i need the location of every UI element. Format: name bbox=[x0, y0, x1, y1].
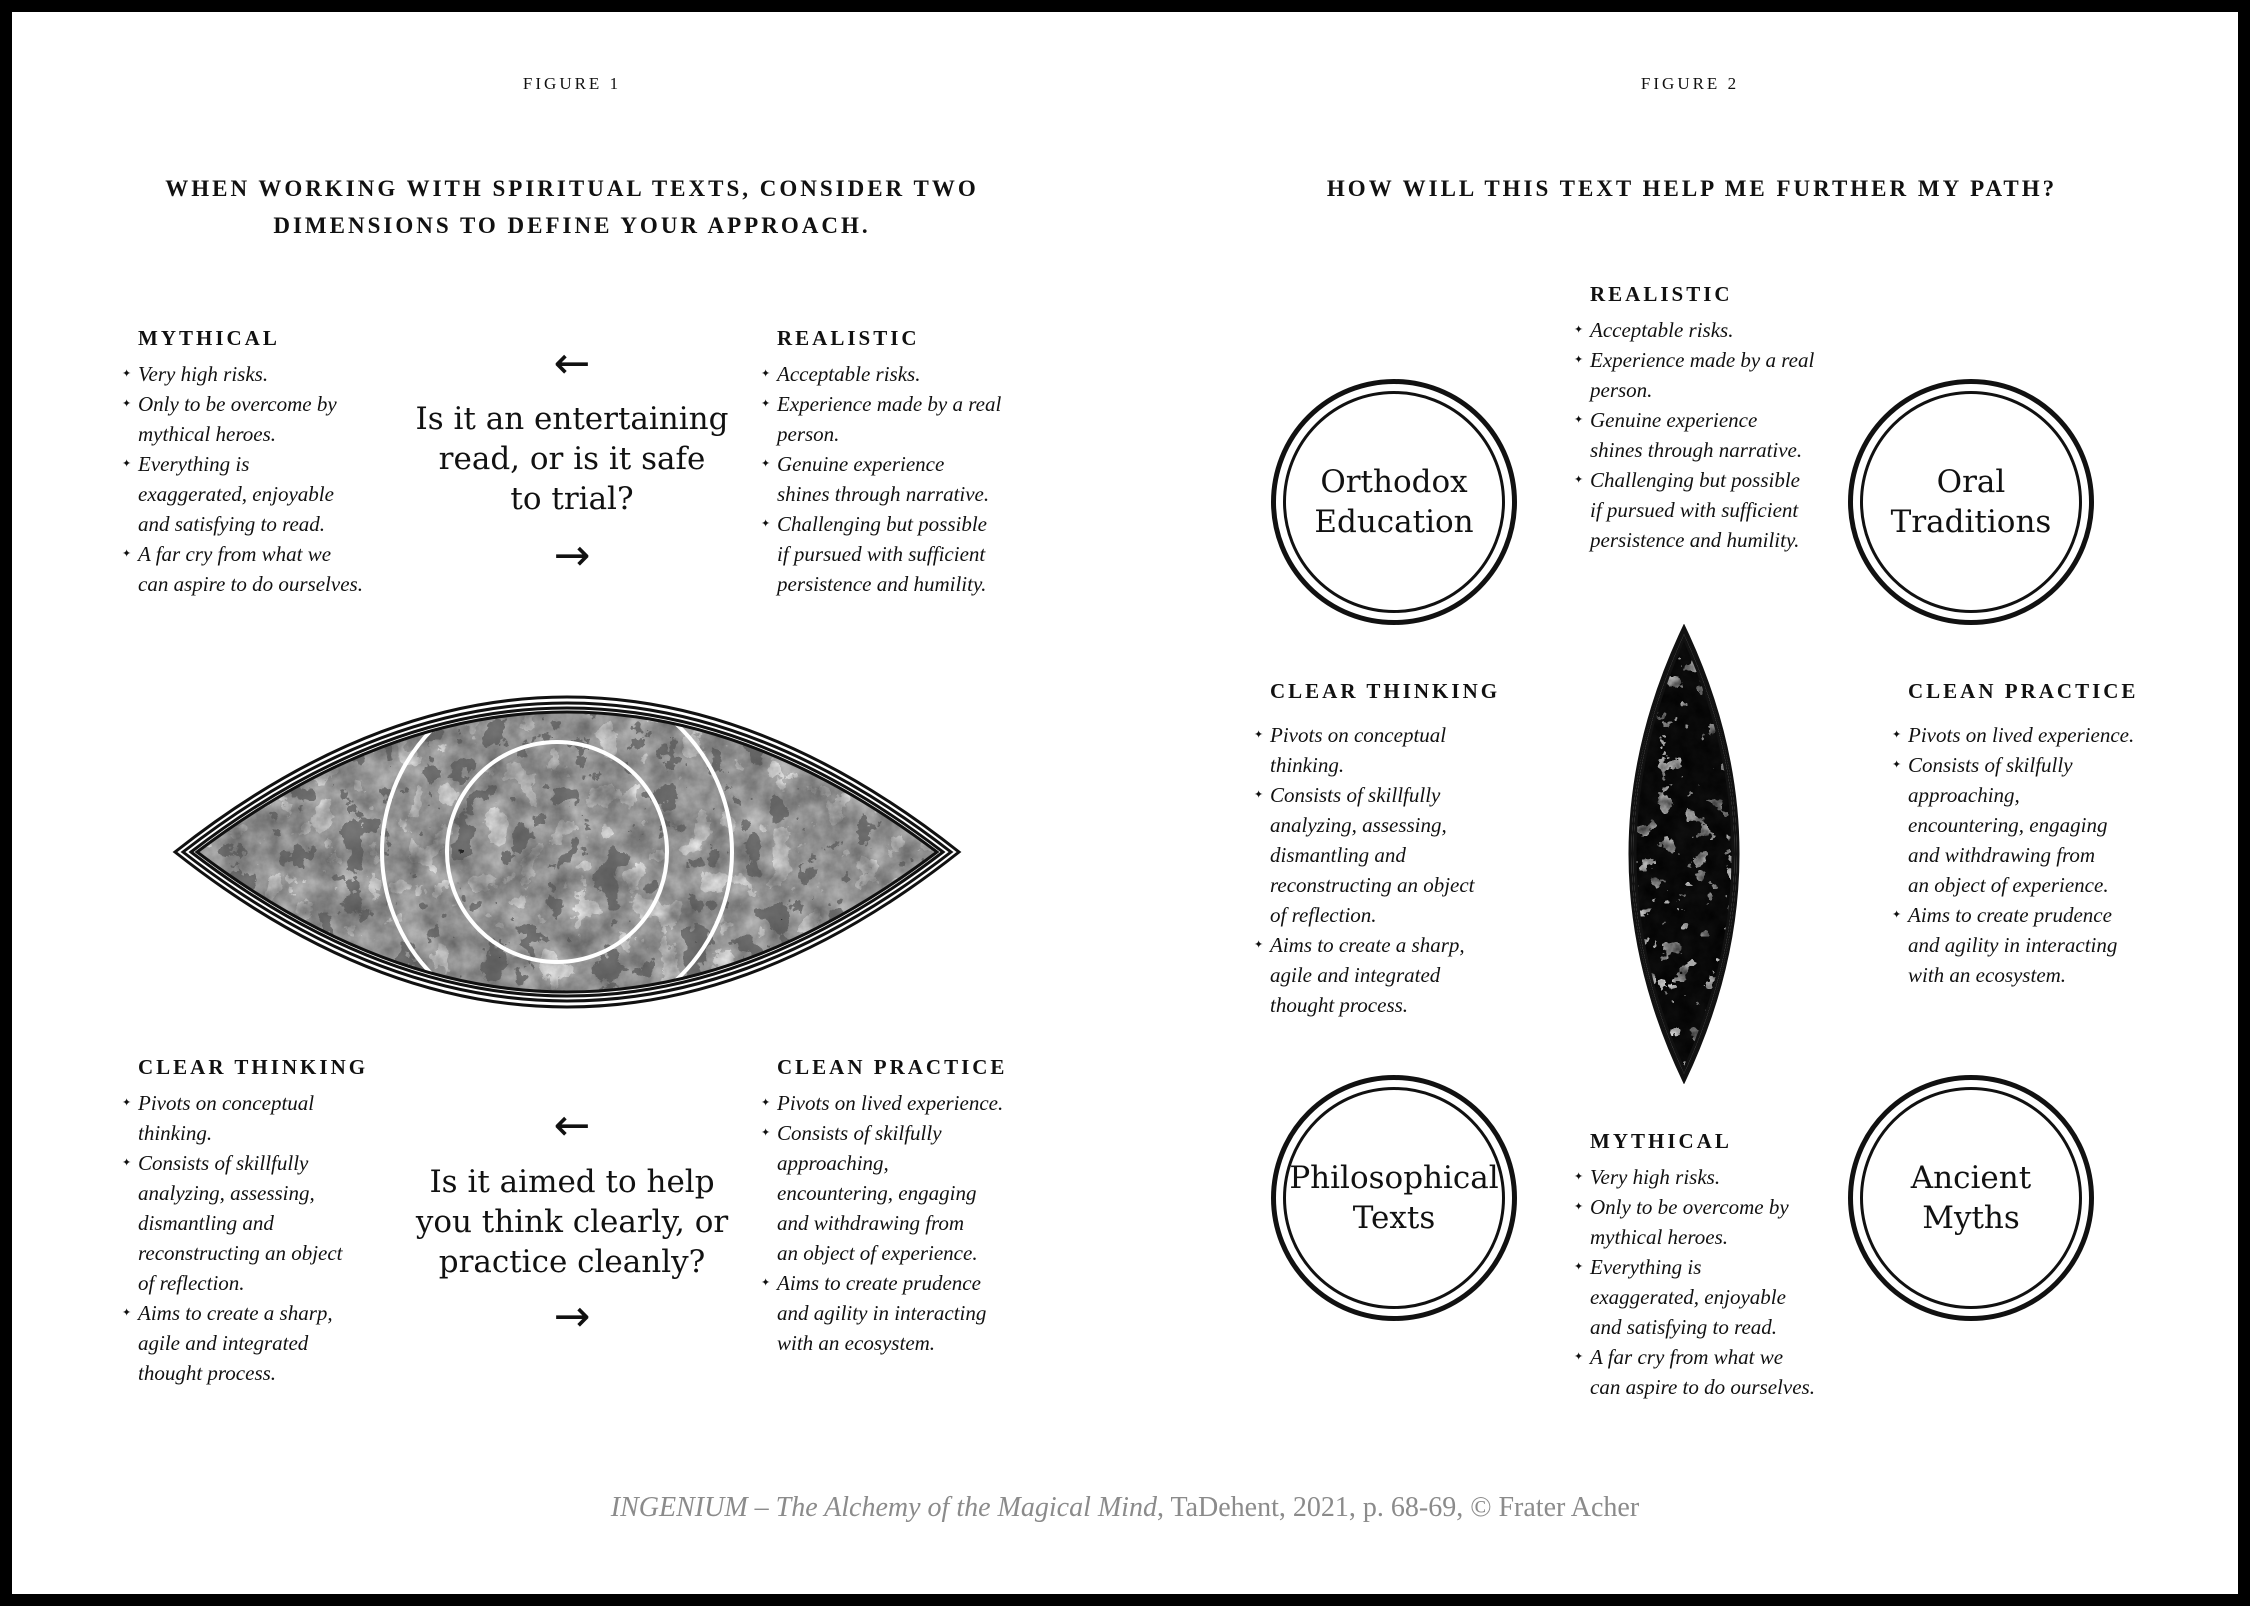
f2-mythical-heading: MYTHICAL bbox=[1590, 1129, 1732, 1153]
f1-mythical-item: ✦ Very high risks. bbox=[138, 359, 363, 389]
figure2-label: FIGURE 2 bbox=[1640, 74, 1740, 93]
f2-clear-thinking-item: ✦ Consists of skillfully analyzing, assessing, dismantling and reconstructing an object of reflection. bbox=[1270, 780, 1500, 930]
philosophical-texts-circle bbox=[1271, 1075, 1517, 1321]
f2-mythical-item: ✦ Very high risks. bbox=[1590, 1162, 1815, 1192]
f1-mythical-item: ✦ A far cry from what we can aspire to do ourselves. bbox=[138, 539, 363, 599]
f2-clear-thinking-heading: CLEAR THINKING bbox=[1270, 679, 1501, 703]
f2-realistic-heading: REALISTIC bbox=[1590, 282, 1733, 306]
f1-realistic-item: ✦ Genuine experience shines through narrative. bbox=[777, 449, 1001, 509]
f2-clean-practice-item: ✦ Pivots on lived experience. bbox=[1908, 720, 2138, 750]
f1-question-bottom-line: you think clearly, or bbox=[415, 1204, 729, 1240]
oral-traditions-circle bbox=[1848, 379, 2094, 625]
figure1-title-line2: DIMENSIONS TO DEFINE YOUR APPROACH. bbox=[273, 213, 871, 238]
f2-clean-practice-list bbox=[1908, 720, 2138, 990]
f1-realistic-item: ✦ Acceptable risks. bbox=[777, 359, 1001, 389]
f1-clean-practice-item: ✦ Pivots on lived experience. bbox=[777, 1088, 1007, 1118]
f1-clear-thinking-item: ✦ Consists of skillfully analyzing, assessing, dismantling and reconstructing an object of reflection. bbox=[138, 1148, 368, 1298]
orthodox-education-circle bbox=[1271, 379, 1517, 625]
f2-clean-practice-block bbox=[1895, 679, 2138, 990]
f2-realistic-item: ✦ Experience made by a real person. bbox=[1590, 345, 1814, 405]
f1-question-top-line: to trial? bbox=[510, 481, 634, 517]
f2-realistic-item: ✦ Challenging but possible if pursued with sufficient persistence and humility. bbox=[1590, 465, 1814, 555]
f2-mythical-list bbox=[1590, 1162, 1815, 1402]
f1-mythical-item: ✦ Only to be overcome by mythical heroes. bbox=[138, 389, 363, 449]
f2-realistic-item: ✦ Acceptable risks. bbox=[1590, 315, 1814, 345]
f2-clean-practice-item: ✦ Consists of skilfully approaching, encountering, engaging and withdrawing from an object of experience. bbox=[1908, 750, 2138, 900]
f1-clean-practice-block bbox=[777, 1055, 1007, 1358]
f1-arrow-left-bottom: ← bbox=[553, 1100, 591, 1151]
f2-realistic-block bbox=[1577, 282, 1814, 555]
f1-question-bottom bbox=[407, 1162, 737, 1282]
f1-eye-illustration bbox=[167, 612, 967, 1082]
f2-clean-practice-heading: CLEAN PRACTICE bbox=[1908, 679, 2139, 703]
f1-clear-thinking-heading: CLEAR THINKING bbox=[138, 1055, 369, 1079]
f2-clear-thinking-item: ✦ Pivots on conceptual thinking. bbox=[1270, 720, 1500, 780]
f2-clear-thinking-item: ✦ Aims to create a sharp, agile and integrated thought process. bbox=[1270, 930, 1500, 1020]
f1-question-top-line: read, or is it safe bbox=[438, 441, 706, 477]
f1-clean-practice-heading: CLEAN PRACTICE bbox=[777, 1055, 1008, 1079]
f1-question-bottom-line: Is it aimed to help bbox=[429, 1164, 715, 1200]
f1-clear-thinking-item: ✦ Pivots on conceptual thinking. bbox=[138, 1088, 368, 1148]
figure2-title: HOW WILL THIS TEXT HELP ME FURTHER MY PATH? bbox=[1326, 176, 2058, 201]
f2-realistic-list bbox=[1590, 315, 1814, 555]
f1-clean-practice-list bbox=[777, 1088, 1007, 1358]
f2-mythical-item: ✦ A far cry from what we can aspire to do ourselves. bbox=[1590, 1342, 1815, 1402]
f1-question-top-line: Is it an entertaining bbox=[415, 401, 729, 437]
caption-book-title: INGENIUM – The Alchemy of the Magical Mind bbox=[610, 1492, 1157, 1523]
f2-mythical-block bbox=[1577, 1129, 1815, 1402]
f1-realistic-list bbox=[777, 359, 1001, 599]
ancient-myths-circle bbox=[1848, 1075, 2094, 1321]
f1-arrow-right-bottom: → bbox=[553, 1291, 591, 1342]
f2-clear-thinking-block bbox=[1257, 679, 1500, 1020]
f1-question-bottom-line: practice cleanly? bbox=[438, 1244, 706, 1280]
figure1-label: FIGURE 1 bbox=[522, 74, 622, 93]
f2-vesica-illustration bbox=[1592, 624, 1777, 1084]
f1-mythical-item: ✦ Everything is exaggerated, enjoyable and satisfying to read. bbox=[138, 449, 363, 539]
f1-arrow-left-top: ← bbox=[553, 338, 591, 389]
caption bbox=[12, 1492, 2238, 1524]
f1-realistic-item: ✦ Challenging but possible if pursued with sufficient persistence and humility. bbox=[777, 509, 1001, 599]
f1-realistic-item: ✦ Experience made by a real person. bbox=[777, 389, 1001, 449]
f2-mythical-item: ✦ Only to be overcome by mythical heroes. bbox=[1590, 1192, 1815, 1252]
f1-mythical-block bbox=[138, 326, 363, 599]
f2-clear-thinking-list bbox=[1270, 720, 1500, 1020]
f1-clear-thinking-list bbox=[138, 1088, 368, 1388]
page bbox=[12, 12, 2238, 1594]
oral-traditions-label: Oral Traditions bbox=[1860, 391, 2082, 613]
ancient-myths-label: Ancient Myths bbox=[1860, 1087, 2082, 1309]
f1-mythical-list bbox=[138, 359, 363, 599]
f1-realistic-heading: REALISTIC bbox=[777, 326, 920, 350]
f2-clean-practice-item: ✦ Aims to create prudence and agility in interacting with an ecosystem. bbox=[1908, 900, 2138, 990]
f1-clear-thinking-block bbox=[138, 1055, 368, 1388]
f1-arrow-right-top: → bbox=[553, 530, 591, 581]
f1-question-top bbox=[407, 399, 737, 519]
orthodox-education-label: Orthodox Education bbox=[1283, 391, 1505, 613]
f2-realistic-item: ✦ Genuine experience shines through narrative. bbox=[1590, 405, 1814, 465]
f1-clean-practice-item: ✦ Aims to create prudence and agility in interacting with an ecosystem. bbox=[777, 1268, 1007, 1358]
f2-mythical-item: ✦ Everything is exaggerated, enjoyable and satisfying to read. bbox=[1590, 1252, 1815, 1342]
f1-realistic-block bbox=[777, 326, 1001, 599]
f1-mythical-heading: MYTHICAL bbox=[138, 326, 280, 350]
f1-clean-practice-item: ✦ Consists of skilfully approaching, encountering, engaging and withdrawing from an object of experience. bbox=[777, 1118, 1007, 1268]
caption-details: , TaDehent, 2021, p. 68-69, © Frater Acher bbox=[1156, 1492, 1640, 1523]
figure1-title bbox=[112, 170, 1032, 244]
philosophical-texts-label: Philosophical Texts bbox=[1283, 1087, 1505, 1309]
figure1-title-line1: WHEN WORKING WITH SPIRITUAL TEXTS, CONSIDER TWO bbox=[165, 176, 979, 201]
f1-clear-thinking-item: ✦ Aims to create a sharp, agile and integrated thought process. bbox=[138, 1298, 368, 1388]
